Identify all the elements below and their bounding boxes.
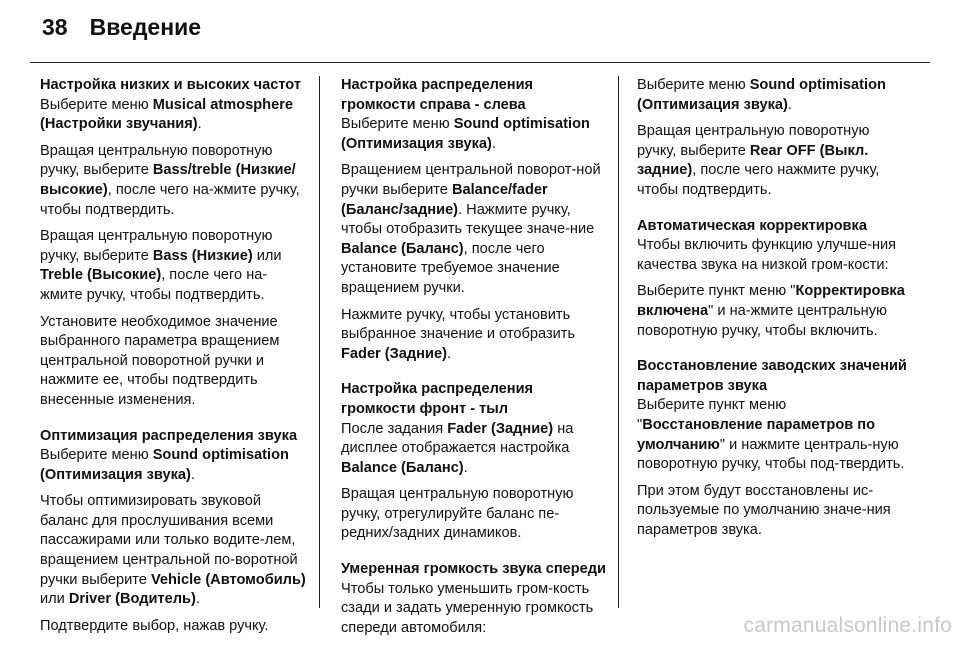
section: [341, 560, 609, 638]
text-run: .: [195, 591, 200, 608]
text-run: При этом будут восстановлены ис-пользуемые по умолчанию значе-ния параметров звука.: [637, 482, 891, 538]
text-run: . Нажмите ручку, чтобы отобразить текущее значе-ние: [341, 201, 595, 238]
bold-term: Корректировка включена: [637, 283, 905, 319]
bold-term: Balance (Баланс): [341, 240, 464, 257]
text-run: Вращая центральную поворотную ручку, отрегулируйте баланс пе-редних/задних динамиков.: [341, 486, 574, 542]
text-run: Выберите меню: [40, 447, 153, 464]
paragraph: [637, 76, 909, 115]
section-heading: Восстановление заводских значений параметров звука: [637, 358, 907, 394]
bold-term: Sound optimisation (Оптимизация звука): [637, 77, 886, 113]
text-run: Выберите меню: [40, 96, 153, 113]
paragraph: [341, 161, 609, 298]
text-run: или: [252, 247, 282, 264]
paragraph: [637, 396, 909, 474]
column-divider: [319, 76, 320, 608]
text-run: Подтвердите выбор, нажав ручку.: [40, 617, 269, 634]
text-run: Вращением центральной поворот-ной ручки выберите: [341, 162, 601, 198]
section: [40, 76, 308, 411]
paragraph: [40, 142, 308, 220]
bold-term: Driver (Водитель): [68, 591, 196, 608]
paragraph: [637, 122, 909, 200]
page-number: 38: [42, 14, 68, 40]
section-heading: Умеренная громкость звука спереди: [341, 561, 607, 578]
bold-term: Sound optimisation (Оптимизация звука): [341, 116, 590, 152]
text-run: Вращая центральную поворотную ручку, выберите: [40, 228, 273, 264]
section: [637, 357, 909, 540]
bold-term: Rear OFF (Выкл. задние): [637, 142, 869, 179]
paragraph: [341, 306, 609, 365]
column-divider: [618, 76, 619, 608]
text-run: Вращая центральную поворотную ручку, выберите: [637, 123, 870, 159]
text-run: .: [463, 459, 468, 476]
section-heading: Настройка низких и высоких частот: [40, 77, 301, 93]
paragraph: [637, 236, 909, 275]
text-run: Нажмите ручку, чтобы установить выбранное значение и отобразить: [341, 306, 576, 343]
text-run: .: [446, 345, 452, 362]
text-run: Выберите меню: [341, 116, 454, 133]
bold-term: Fader (Задние): [447, 420, 554, 437]
paragraph: [341, 115, 609, 154]
bold-term: Treble (Высокие): [40, 267, 162, 284]
bold-term: Musical atmosphere (Настройки звучания): [40, 96, 294, 133]
paragraph: [40, 227, 308, 305]
text-run: Установите необходимое значение выбранного параметра вращением центральной поворотной ручки и нажмите ее, чтобы подтвердить внесенные изменения.: [40, 313, 280, 408]
section: [40, 427, 308, 637]
text-run: Чтобы включить функцию улучше-ния качества звука на низкой гром-кости:: [637, 237, 897, 273]
text-run: .: [787, 96, 792, 113]
text-run: на дисплее отображается настройка: [341, 420, 574, 457]
bold-term: Bass (Низкие): [152, 247, 253, 264]
bold-term: Fader (Задние): [341, 345, 447, 362]
paragraph: [40, 617, 308, 637]
bold-term: Balance (Баланс): [341, 459, 464, 476]
section: [341, 76, 609, 364]
bold-term: Sound optimisation (Оптимизация звука): [40, 447, 289, 483]
paragraph: [40, 96, 308, 135]
section-heading: Настройка распределения громкости справа - слева: [341, 77, 534, 113]
section: [637, 76, 909, 201]
text-run: " и на-жмите центральную поворотную ручку, чтобы включить.: [637, 302, 887, 339]
bold-term: Bass/treble (Низкие/высокие): [40, 162, 296, 198]
text-run: .: [190, 466, 195, 483]
text-run: .: [491, 135, 496, 152]
column-3: [637, 76, 909, 547]
paragraph: [40, 446, 308, 485]
paragraph: [637, 282, 909, 341]
section-heading: Автоматическая корректировка: [637, 217, 867, 234]
bold-term: Восстановление параметров по умолчанию: [637, 416, 876, 453]
paragraph: [341, 485, 609, 544]
paragraph: [40, 492, 308, 610]
header-divider: [30, 62, 930, 63]
column-2: [341, 76, 609, 645]
text-run: Выберите пункт меню ": [637, 283, 796, 300]
paragraph: [341, 420, 609, 479]
column-1: [40, 76, 308, 643]
text-run: , после чего на-жмите ручку, чтобы подтвердить.: [40, 181, 300, 218]
text-run: , после чего на-жмите ручку, чтобы подтвердить.: [40, 267, 268, 303]
text-run: или: [40, 591, 69, 608]
text-run: " и нажмите централь-ную поворотную ручку, чтобы под-твердить.: [637, 436, 905, 473]
page-title: Введение: [89, 14, 202, 40]
page-header: [42, 14, 201, 50]
section-heading: Оптимизация распределения звука: [40, 427, 298, 444]
paragraph: [637, 482, 909, 541]
text-run: .: [197, 116, 202, 133]
text-run: Выберите меню: [637, 77, 750, 93]
text-run: , после чего нажмите ручку, чтобы подтвердить.: [637, 162, 880, 198]
text-run: Вращая центральную поворотную ручку, выберите: [40, 142, 273, 179]
section: [637, 217, 909, 342]
text-run: Выберите пункт меню ": [637, 397, 787, 433]
text-run: После задания: [341, 420, 448, 437]
text-run: Чтобы только уменьшить гром-кость сзади и задать умеренную громкость спереди автомобиля:: [341, 580, 594, 636]
paragraph: [341, 580, 609, 639]
text-run: , после чего установите требуемое значение вращением ручки.: [341, 240, 560, 296]
bold-term: Vehicle (Автомобиль): [150, 571, 306, 588]
paragraph: [40, 313, 308, 411]
bold-term: Balance/fader (Баланс/задние): [341, 181, 548, 218]
section: [341, 380, 609, 544]
text-run: Чтобы оптимизировать звуковой баланс для прослушивания всеми пассажирами или только водите-лем, вращением центральной по-воротной ручки выберите: [40, 493, 298, 588]
watermark-text: carmanualsonline.info: [743, 614, 952, 637]
section-heading: Настройка распределения громкости фронт - тыл: [341, 381, 534, 417]
